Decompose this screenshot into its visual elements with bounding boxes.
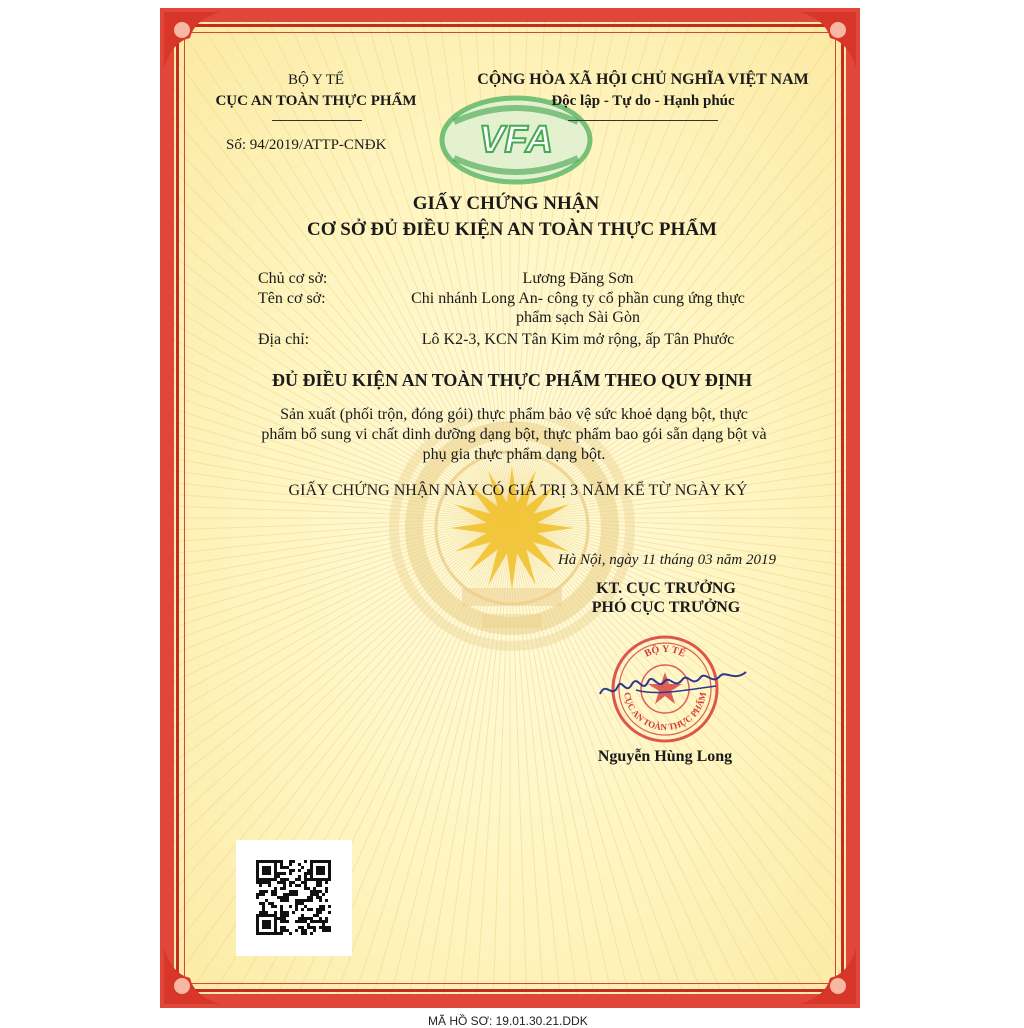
qr-code[interactable] bbox=[236, 840, 352, 956]
owner-label: Chủ cơ sở: bbox=[258, 270, 328, 287]
country-name: CỘNG HÒA XÃ HỘI CHỦ NGHĨA VIỆT NAM bbox=[477, 71, 809, 88]
facility-name-value-line1: Chi nhánh Long An- công ty cổ phần cung ứng thực bbox=[411, 290, 745, 307]
document-number: Số: 94/2019/ATTP-CNĐK bbox=[226, 137, 387, 153]
qualification-statement: ĐỦ ĐIỀU KIỆN AN TOÀN THỰC PHẨM THEO QUY ĐỊNH bbox=[272, 370, 752, 390]
header-right-underline bbox=[568, 120, 718, 121]
place-and-date: Hà Nội, ngày 11 tháng 03 năm 2019 bbox=[557, 552, 777, 568]
authority-title-2: PHÓ CỤC TRƯỞNG bbox=[591, 599, 741, 616]
ministry-name: BỘ Y TẾ bbox=[287, 72, 345, 88]
authority-title-1: KT. CỤC TRƯỞNG bbox=[596, 580, 736, 597]
signer-name: Nguyễn Hùng Long bbox=[597, 748, 733, 765]
vfa-logo-text: VFA bbox=[479, 119, 553, 161]
seal-top-text: BỘ Y TẾ bbox=[642, 643, 688, 660]
owner-value: Lương Đăng Sơn bbox=[522, 270, 634, 287]
corner-ornament-top-left bbox=[160, 8, 224, 72]
department-name: CỤC AN TOÀN THỰC PHẨM bbox=[215, 93, 417, 109]
corner-ornament-top-right bbox=[796, 8, 860, 72]
seal-bottom-text: CỤC AN TOÀN THỰC PHẨM bbox=[622, 691, 708, 733]
facility-name-value-line2: phẩm sạch Sài Gòn bbox=[516, 309, 640, 326]
handwritten-signature bbox=[596, 660, 756, 710]
scope-line-1: Sản xuất (phối trộn, đóng gói) thực phẩm bảo vệ sức khoẻ dạng bột, thực bbox=[280, 406, 748, 423]
certificate-subtitle: CƠ SỞ ĐỦ ĐIỀU KIỆN AN TOÀN THỰC PHẨM bbox=[307, 219, 717, 240]
certificate-title: GIẤY CHỨNG NHẬN bbox=[412, 193, 600, 214]
address-label: Địa chỉ: bbox=[258, 331, 310, 348]
national-motto: Độc lập - Tự do - Hạnh phúc bbox=[551, 93, 735, 109]
dossier-code: MÃ HỒ SƠ: 19.01.30.21.DDK bbox=[428, 1014, 588, 1028]
corner-ornament-bottom-right bbox=[796, 944, 860, 1008]
validity-statement: GIẤY CHỨNG NHẬN NÀY CÓ GIÁ TRỊ 3 NĂM KỂ TỪ NGÀY KÝ bbox=[288, 482, 748, 499]
scope-line-2: phẩm bổ sung vi chất dinh dưỡng dạng bột, thực phẩm bao gói sẵn dạng bột và bbox=[261, 426, 767, 443]
corner-ornament-bottom-left bbox=[160, 944, 224, 1008]
header-left-underline bbox=[272, 120, 362, 121]
qr-code-pattern bbox=[236, 840, 352, 956]
scope-line-3: phụ gia thực phẩm dạng bột. bbox=[422, 446, 606, 463]
facility-name-label: Tên cơ sở: bbox=[258, 290, 326, 307]
address-value: Lô K2-3, KCN Tân Kim mở rộng, ấp Tân Phước bbox=[421, 331, 735, 348]
